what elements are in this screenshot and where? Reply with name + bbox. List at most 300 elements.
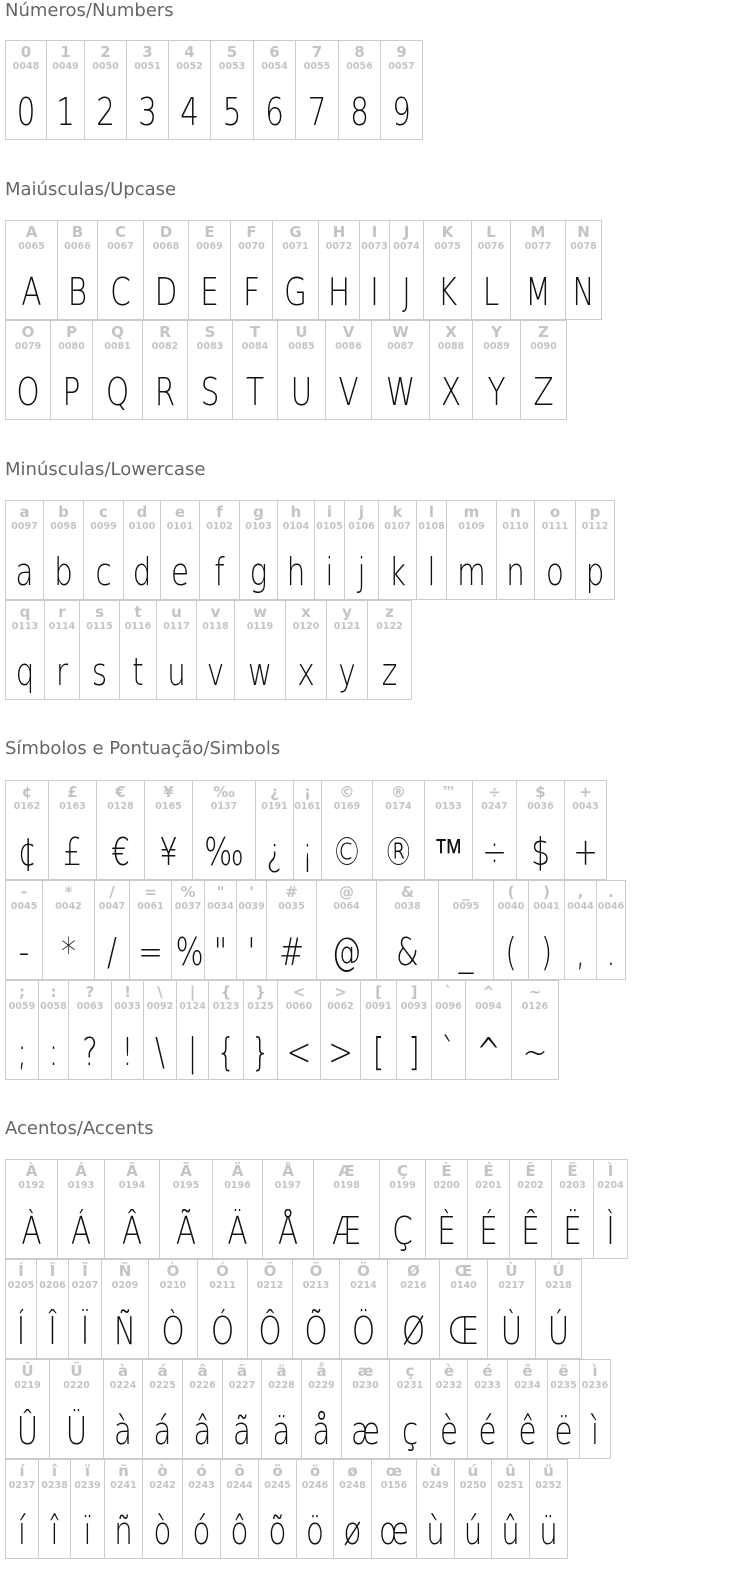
glyph-reference-char: Â — [126, 1162, 138, 1180]
glyph-reference-char: õ — [272, 1462, 283, 1480]
glyph-reference-char: ^ — [482, 983, 495, 1001]
glyph-cell — [211, 41, 254, 140]
glyph-reference-char: & — [400, 883, 415, 901]
glyph-code: 0156 — [380, 1480, 408, 1491]
glyph-code: 0128 — [107, 801, 134, 812]
glyph-reference-char: Z — [538, 323, 549, 341]
glyph-code: 0046 — [597, 901, 625, 912]
glyph-cell — [390, 1360, 431, 1459]
glyph-code: 0081 — [104, 341, 131, 352]
glyph-reference-char: Ô — [263, 1262, 277, 1280]
glyph-reference-char: } — [255, 983, 266, 1001]
glyph-reference-char: R — [159, 323, 171, 341]
glyph-cell — [468, 1160, 510, 1259]
glyph-sample: V — [338, 370, 359, 414]
glyph-sample: g — [249, 550, 268, 594]
glyph-cell — [43, 881, 95, 980]
glyph-cell — [278, 501, 315, 600]
glyph-cell — [379, 501, 417, 600]
glyph-reference-char: ) — [543, 883, 550, 901]
glyph-reference-char: ¥ — [163, 783, 174, 801]
glyph-reference-char: - — [20, 883, 28, 901]
glyph-sample: ( — [505, 930, 517, 974]
glyph-reference-char: ú — [467, 1462, 479, 1480]
glyph-code: 0219 — [14, 1380, 41, 1391]
glyph-code: 0119 — [246, 621, 274, 632]
glyph-reference-char: C — [114, 223, 126, 241]
glyph-reference-char: 6 — [269, 43, 280, 61]
glyph-cell — [314, 1160, 380, 1259]
glyph-code: 0200 — [433, 1180, 460, 1191]
glyph-reference-char: Õ — [309, 1262, 323, 1280]
glyph-row — [5, 220, 602, 320]
glyph-code: 0245 — [264, 1480, 291, 1491]
glyph-cell — [105, 1460, 143, 1559]
glyph-cell — [565, 881, 597, 980]
glyph-cell — [492, 1460, 530, 1559]
glyph-sample: é — [478, 1409, 497, 1453]
glyph-reference-char: $ — [535, 783, 546, 801]
glyph-sample: Ã — [175, 1209, 197, 1253]
glyph-sample: c — [95, 550, 112, 594]
glyph-sample: W — [385, 370, 416, 414]
glyph-sample: Á — [70, 1209, 92, 1253]
glyph-reference-char: a — [19, 503, 30, 521]
glyph-code: 0033 — [114, 1001, 141, 1012]
glyph-code: 0196 — [224, 1180, 251, 1191]
glyph-reference-char: ù — [430, 1462, 441, 1480]
glyph-cell — [45, 601, 80, 700]
glyph-cell — [6, 1360, 50, 1459]
glyph-code: 0098 — [50, 521, 77, 532]
glyph-cell — [160, 1160, 213, 1259]
glyph-sample: ó — [192, 1509, 211, 1553]
glyph-code: 0212 — [256, 1280, 284, 1291]
glyph-sample: $ — [531, 830, 550, 874]
glyph-code: 0118 — [202, 621, 229, 632]
glyph-cell — [95, 881, 130, 980]
glyph-reference-char: { — [220, 983, 232, 1001]
glyph-reference-char: Ù — [505, 1262, 518, 1280]
glyph-reference-char: © — [339, 783, 355, 801]
glyph-reference-char: Ç — [396, 1162, 408, 1180]
glyph-cell — [6, 1160, 58, 1259]
glyph-sample: | — [187, 1030, 198, 1074]
glyph-sample: u — [167, 650, 186, 694]
glyph-cell — [84, 501, 124, 600]
glyph-cell — [372, 1460, 417, 1559]
glyph-sample: I — [370, 270, 379, 314]
glyph-sample: @ — [331, 930, 362, 974]
glyph-cell — [183, 1360, 223, 1459]
glyph-cell — [231, 221, 273, 320]
glyph-sample: Y — [487, 370, 506, 414]
glyph-sample: ` — [441, 1030, 456, 1074]
glyph-sample: r — [55, 650, 69, 694]
glyph-code: 0112 — [581, 521, 609, 532]
glyph-reference-char: X — [445, 323, 457, 341]
glyph-cell — [529, 881, 565, 980]
glyph-reference-char: ` — [444, 983, 453, 1001]
glyph-cell — [267, 881, 317, 980]
glyph-code: 0165 — [155, 801, 182, 812]
glyph-reference-char: å — [316, 1362, 327, 1380]
glyph-sample: b — [54, 550, 73, 594]
glyph-code: 0232 — [435, 1380, 463, 1391]
glyph-cell — [259, 1460, 297, 1559]
glyph-sample: Õ — [304, 1309, 328, 1353]
glyph-cell — [49, 781, 97, 880]
glyph-code: 0126 — [521, 1001, 549, 1012]
glyph-sample: X — [440, 370, 462, 414]
glyph-cell — [6, 781, 49, 880]
glyph-reference-char: Ö — [357, 1262, 370, 1280]
glyph-cell — [6, 981, 39, 1080]
glyph-cell — [390, 221, 424, 320]
glyph-cell — [183, 1460, 221, 1559]
glyph-reference-char: T — [249, 323, 261, 341]
glyph-cell — [244, 981, 278, 1080]
glyph-cell — [439, 881, 494, 980]
glyph-cell — [278, 321, 326, 420]
glyph-reference-char: / — [109, 883, 115, 901]
glyph-code: 0059 — [8, 1001, 36, 1012]
glyph-code: 0050 — [92, 61, 119, 72]
glyph-reference-char: j — [358, 503, 365, 521]
glyph-sample: Ï — [80, 1309, 90, 1353]
glyph-code: 0243 — [188, 1480, 215, 1491]
glyph-reference-char: Æ — [338, 1162, 355, 1180]
glyph-cell — [380, 1160, 426, 1259]
glyph-cell — [334, 1460, 372, 1559]
glyph-sample: ¿ — [266, 830, 283, 874]
glyph-reference-char: @ — [339, 883, 354, 901]
glyph-row — [5, 1359, 611, 1459]
glyph-cell — [497, 501, 535, 600]
glyph-sample: Ò — [161, 1309, 185, 1353]
glyph-reference-char: # — [285, 883, 298, 901]
glyph-sample: h — [286, 550, 306, 594]
glyph-sample: / — [107, 930, 117, 974]
glyph-sample: ö — [305, 1509, 325, 1553]
glyph-cell — [321, 981, 361, 1080]
glyph-code: 0153 — [435, 801, 462, 812]
glyph-sample: Æ — [332, 1209, 361, 1253]
glyph-sample: } — [251, 1030, 270, 1074]
glyph-cell — [340, 1260, 388, 1359]
glyph-row — [5, 780, 607, 880]
glyph-reference-char: W — [392, 323, 409, 341]
glyph-cell — [535, 501, 576, 600]
glyph-reference-char: Ñ — [118, 1262, 132, 1280]
glyph-code: 0101 — [166, 521, 194, 532]
glyph-reference-char: ï — [84, 1462, 91, 1480]
glyph-reference-char: F — [246, 223, 257, 241]
glyph-sample: ü — [539, 1509, 558, 1553]
glyph-sample: Ñ — [113, 1309, 137, 1353]
glyph-cell — [468, 1360, 508, 1459]
glyph-sample: Û — [16, 1409, 39, 1453]
glyph-cell — [205, 881, 237, 980]
glyph-code: 0246 — [301, 1480, 329, 1491]
glyph-sample: Ê — [521, 1209, 540, 1253]
glyph-cell — [322, 781, 373, 880]
glyph-sample: Ü — [65, 1409, 88, 1453]
glyph-sample: + — [573, 830, 598, 874]
glyph-cell — [143, 1460, 183, 1559]
glyph-sample: Z — [533, 370, 554, 414]
glyph-code: 0248 — [339, 1480, 366, 1491]
glyph-reference-char: 0 — [20, 43, 32, 61]
glyph-cell — [69, 1260, 102, 1359]
glyph-sample: A — [21, 270, 42, 314]
glyph-code: 0227 — [228, 1380, 256, 1391]
glyph-code: 0076 — [477, 241, 505, 252]
glyph-code: 0070 — [238, 241, 265, 252]
glyph-code: 0080 — [58, 341, 85, 352]
glyph-reference-char: 4 — [184, 43, 195, 61]
glyph-code: 0042 — [55, 901, 82, 912]
glyph-code: 0111 — [541, 521, 569, 532]
glyph-reference-char: ! — [124, 983, 131, 1001]
glyph-reference-char: d — [136, 503, 148, 521]
glyph-code: 0049 — [52, 61, 79, 72]
glyph-sample: ^ — [476, 1030, 501, 1074]
glyph-code: 0034 — [207, 901, 234, 912]
glyph-code: 0043 — [572, 801, 599, 812]
glyph-cell — [85, 41, 127, 140]
glyph-code: 0226 — [189, 1380, 216, 1391]
glyph-code: 0249 — [422, 1480, 449, 1491]
glyph-cell — [548, 1360, 580, 1459]
glyph-code: 0241 — [110, 1480, 137, 1491]
glyph-reference-char: 3 — [142, 43, 153, 61]
glyph-sample: ‰ — [204, 830, 244, 874]
glyph-cell — [145, 781, 193, 880]
glyph-code: 0198 — [333, 1180, 360, 1191]
glyph-sample: ø — [343, 1509, 362, 1553]
glyph-code: 0044 — [567, 901, 594, 912]
glyph-code: 0210 — [159, 1280, 187, 1291]
glyph-sample: B — [67, 270, 88, 314]
glyph-sample: L — [482, 270, 500, 314]
glyph-code: 0140 — [450, 1280, 477, 1291]
glyph-cell — [455, 1460, 492, 1559]
glyph-reference-char: l — [428, 503, 435, 521]
glyph-cell — [263, 1160, 314, 1259]
glyph-cell — [566, 221, 602, 320]
glyph-sample: O — [16, 370, 40, 414]
glyph-code: 0089 — [483, 341, 510, 352]
glyph-sample: ¡ — [301, 830, 314, 874]
glyph-code: 0084 — [241, 341, 269, 352]
glyph-code: 0193 — [67, 1180, 95, 1191]
glyph-sample: Ó — [210, 1309, 235, 1353]
glyph-reference-char: â — [197, 1362, 208, 1380]
glyph-reference-char: [ — [375, 983, 382, 1001]
glyph-sample: d — [132, 550, 152, 594]
glyph-code: 0067 — [107, 241, 134, 252]
glyph-code: 0071 — [282, 241, 309, 252]
glyph-cell — [512, 981, 559, 1080]
glyph-cell — [6, 41, 47, 140]
glyph-sample: ® — [383, 830, 414, 874]
glyph-code: 0238 — [41, 1480, 68, 1491]
glyph-code: 0077 — [524, 241, 552, 252]
glyph-reference-char: w — [253, 603, 267, 621]
glyph-sample: È — [437, 1209, 456, 1253]
glyph-code: 0115 — [86, 621, 113, 632]
glyph-cell — [58, 221, 98, 320]
glyph-reference-char: c — [99, 503, 108, 521]
glyph-code: 0104 — [282, 521, 310, 532]
glyph-sample: { — [216, 1030, 236, 1074]
glyph-cell — [233, 321, 278, 420]
glyph-sample: = — [138, 930, 163, 974]
glyph-reference-char: ÷ — [488, 783, 501, 801]
glyph-reference-char: ç — [405, 1362, 415, 1380]
glyph-reference-char: M — [530, 223, 546, 241]
glyph-reference-char: v — [210, 603, 221, 621]
glyph-code: 0203 — [559, 1180, 586, 1191]
glyph-sample: ò — [153, 1509, 172, 1553]
glyph-sample: Ô — [258, 1309, 282, 1353]
glyph-cell — [521, 321, 567, 420]
glyph-sample: " — [213, 930, 228, 974]
glyph-reference-char: É — [483, 1162, 494, 1180]
glyph-code: 0192 — [18, 1180, 45, 1191]
glyph-code: 0088 — [437, 341, 465, 352]
glyph-reference-char: ] — [410, 983, 418, 1001]
glyph-sample: ë — [554, 1409, 573, 1453]
glyph-sample: ä — [272, 1409, 291, 1453]
glyph-cell — [237, 881, 267, 980]
glyph-cell — [102, 1260, 149, 1359]
glyph-reference-char: D — [159, 223, 173, 241]
glyph-code: 0035 — [278, 901, 305, 912]
glyph-reference-char: 2 — [100, 43, 111, 61]
glyph-sample: a — [15, 550, 34, 594]
glyph-sample: 6 — [265, 90, 284, 134]
glyph-reference-char: ¿ — [270, 783, 279, 801]
glyph-cell — [326, 321, 372, 420]
glyph-code: 0169 — [333, 801, 361, 812]
glyph-code: 0086 — [335, 341, 362, 352]
glyph-sample: É — [479, 1209, 498, 1253]
glyph-cell — [97, 781, 145, 880]
glyph-reference-char: u — [171, 603, 182, 621]
glyph-cell — [508, 1360, 548, 1459]
glyph-code: 0194 — [118, 1180, 146, 1191]
glyph-sample: ] — [408, 1030, 420, 1074]
glyph-reference-char: k — [392, 503, 403, 521]
glyph-code: 0206 — [39, 1280, 66, 1291]
section-title-numeros-numbers: Números/Numbers — [5, 0, 174, 21]
glyph-reference-char: Ã — [180, 1162, 192, 1180]
glyph-cell — [360, 221, 390, 320]
glyph-cell — [286, 601, 327, 700]
glyph-reference-char: t — [134, 603, 142, 621]
glyph-cell — [372, 321, 430, 420]
glyph-sample: K — [437, 270, 458, 314]
glyph-sample: â — [193, 1409, 212, 1453]
glyph-sample: ù — [426, 1509, 445, 1553]
glyph-reference-char: ä — [276, 1362, 287, 1380]
glyph-reference-char: ö — [309, 1462, 321, 1480]
glyph-reference-char: ë — [558, 1362, 569, 1380]
glyph-sample: å — [312, 1409, 331, 1453]
glyph-sample: y — [338, 650, 356, 694]
glyph-code: 0218 — [545, 1280, 572, 1291]
glyph-code: 0174 — [385, 801, 412, 812]
glyph-cell — [105, 1160, 160, 1259]
glyph-reference-char: Ú — [552, 1262, 565, 1280]
glyph-cell — [39, 981, 69, 1080]
glyph-code: 0082 — [151, 341, 179, 352]
glyph-reference-char: ø — [347, 1462, 358, 1480]
glyph-cell — [69, 981, 112, 1080]
glyph-sample: R — [154, 370, 176, 414]
glyph-code: 0048 — [12, 61, 40, 72]
glyph-sample: 5 — [222, 90, 242, 134]
glyph-code: 0097 — [11, 521, 38, 532]
glyph-cell — [530, 1460, 568, 1559]
glyph-code: 0121 — [333, 621, 361, 632]
glyph-code: 0068 — [152, 241, 180, 252]
glyph-sample: Ë — [563, 1209, 582, 1253]
glyph-sample: E — [200, 270, 219, 314]
glyph-sample: o — [545, 550, 565, 594]
glyph-sample: ú — [463, 1509, 483, 1553]
glyph-sample: * — [61, 930, 76, 974]
glyph-cell — [361, 981, 397, 1080]
glyph-sample: v — [206, 650, 225, 694]
glyph-cell — [417, 1460, 455, 1559]
glyph-code: 0087 — [387, 341, 414, 352]
glyph-reference-char: J — [403, 223, 410, 241]
glyph-cell — [278, 981, 321, 1080]
glyph-sample: # — [279, 930, 304, 974]
glyph-row — [5, 1259, 582, 1359]
glyph-cell — [430, 321, 473, 420]
glyph-code: 0162 — [13, 801, 41, 812]
glyph-code: 0209 — [111, 1280, 139, 1291]
glyph-cell — [188, 321, 233, 420]
glyph-code: 0061 — [137, 901, 164, 912]
glyph-cell — [431, 1360, 468, 1459]
glyph-cell — [157, 601, 197, 700]
glyph-code: 0092 — [146, 1001, 174, 1012]
glyph-sample: ; — [17, 1030, 27, 1074]
glyph-cell — [293, 1260, 340, 1359]
glyph-sample: è — [439, 1409, 459, 1453]
glyph-cell — [510, 1160, 552, 1259]
glyph-cell — [177, 981, 209, 1080]
glyph-reference-char: Ò — [166, 1262, 180, 1280]
glyph-reference-char: U — [295, 323, 308, 341]
glyph-reference-char: Y — [491, 323, 502, 341]
glyph-cell — [189, 221, 231, 320]
glyph-sample: & — [395, 930, 420, 974]
glyph-cell — [50, 1360, 104, 1459]
glyph-sample: D — [154, 270, 178, 314]
glyph-reference-char: æ — [357, 1362, 374, 1380]
glyph-sample: m — [457, 550, 486, 594]
glyph-code: 0058 — [40, 1001, 67, 1012]
glyph-sample: ! — [121, 1030, 134, 1074]
glyph-sample: F — [242, 270, 261, 314]
glyph-reference-char: à — [117, 1362, 129, 1380]
